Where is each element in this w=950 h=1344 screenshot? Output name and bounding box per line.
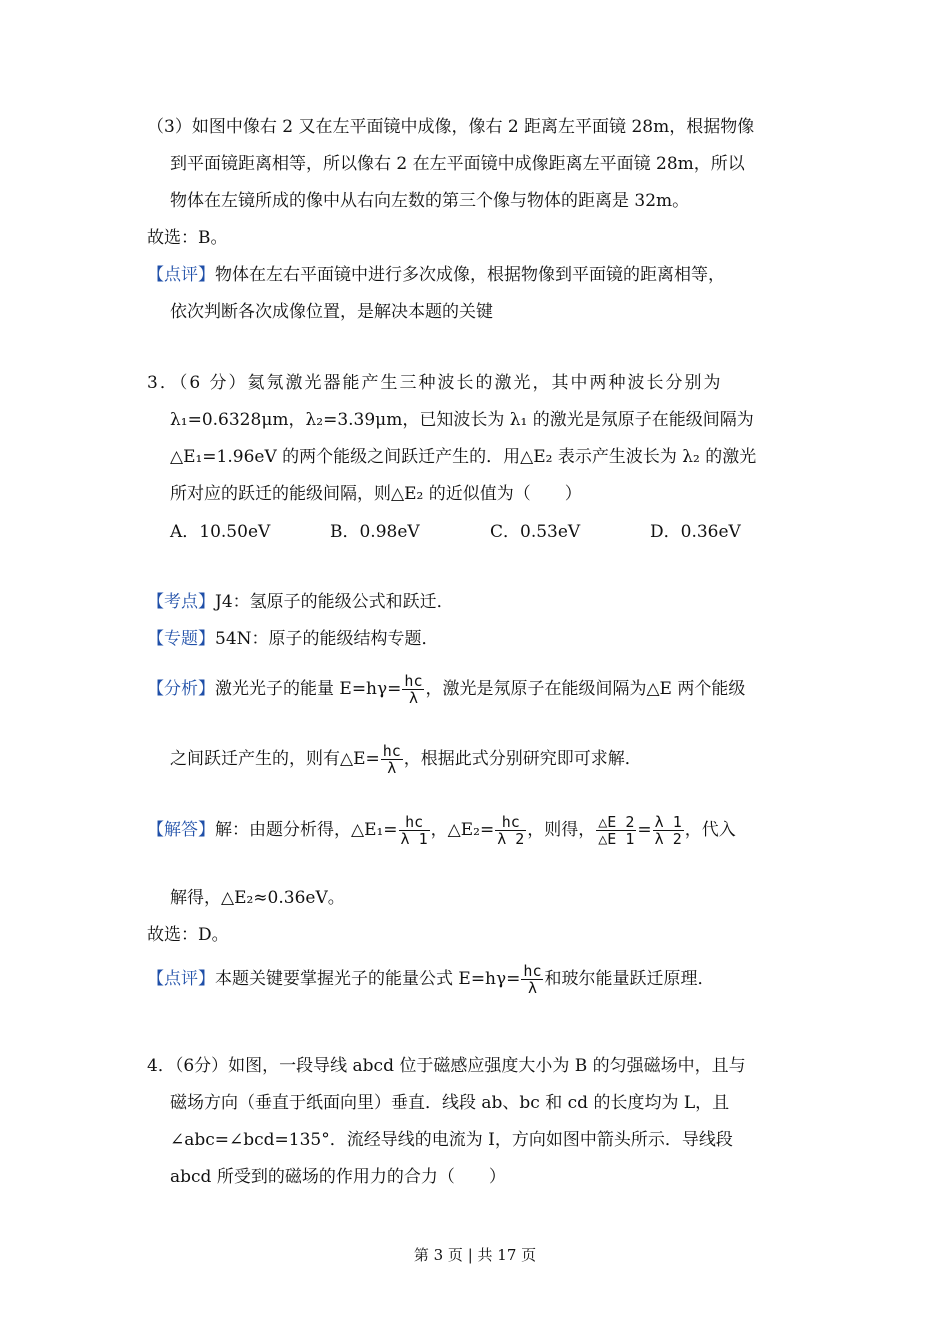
q3-stem-line-1: 3．（6 分）氦氖激光器能产生三种波长的激光，其中两种波长分别为	[147, 373, 723, 393]
q3-jieda	[147, 808, 736, 852]
fenxi-text-a: 激光光子的能量 E=hγ=	[215, 679, 402, 699]
jieda-text-b: ，△E₂=	[430, 820, 495, 840]
fraction-hc-over-lambda: $\frac{hc}{\lambda}$	[523, 962, 542, 997]
q2-solution-line-1: （3）如图中像右 2 又在左平面镜中成像，像右 2 距离左平面镜 28m，根据物像	[147, 117, 755, 137]
fenxi-text-d: ，根据此式分别研究即可求解．	[403, 749, 642, 769]
option-a: A．10.50eV	[170, 522, 271, 542]
fraction-hc-over-lambda1: $\frac{hc}{\lambda 1}$	[400, 813, 428, 848]
fraction-hc-over-lambda: $\frac{hc}{\lambda}$	[404, 672, 423, 707]
q4-stem-line-2: 磁场方向（垂直于纸面向里）垂直．线段 ab、bc 和 cd 的长度均为 L，且	[170, 1093, 730, 1113]
q3-comment-text-a: 本题关键要掌握光子的能量公式 E=hγ=	[215, 969, 521, 989]
q3-stem-line-3: △E₁=1.96eV 的两个能级之间跃迁产生的．用△E₂ 表示产生波长为 λ₂ 的激光	[170, 447, 757, 467]
fraction-dE2-over-dE1: $\frac{\triangle E 2}{\triangle E 1}$	[598, 813, 635, 848]
option-c: C．0.53eV	[490, 522, 581, 542]
q3-options	[170, 520, 810, 544]
fenxi-text-c: 之间跃迁产生的，则有△E=	[170, 749, 380, 769]
q3-zhuanti	[147, 627, 439, 651]
comment-tag: 【点评】	[147, 969, 215, 989]
comment-tag: 【点评】	[147, 265, 215, 285]
kaodian-tag: 【考点】	[147, 592, 215, 612]
fraction-hc-over-lambda2: $\frac{hc}{\lambda 2}$	[497, 813, 525, 848]
q3-answer: 故选：D。	[147, 925, 229, 945]
q4-stem-line-3: ∠abc=∠bcd=135°．流经导线的电流为 I，方向如图中箭头所示．导线段	[170, 1130, 733, 1150]
option-d: D．0.36eV	[650, 522, 741, 542]
option-b: B．0.98eV	[330, 522, 420, 542]
q2-solution-line-3: 物体在左镜所成的像中从右向左数的第三个像与物体的距离是 32m。	[170, 191, 690, 211]
q3-jieda-line-2: 解得，△E₂≈0.36eV。	[170, 888, 345, 908]
q2-comment-line-2: 依次判断各次成像位置，是解决本题的关键	[170, 302, 493, 322]
q3-comment-text-b: 和玻尔能量跃迁原理．	[544, 969, 715, 989]
zhuanti-tag: 【专题】	[147, 629, 215, 649]
q3-stem-line-2: λ₁=0.6328μm，λ₂=3.39μm，已知波长为 λ₁ 的激光是氖原子在能级间隔为	[170, 410, 754, 430]
jieda-text-a: 解：由题分析得，△E₁=	[215, 820, 398, 840]
fenxi-tag: 【分析】	[147, 679, 215, 699]
q3-kaodian	[147, 590, 454, 614]
jieda-tag: 【解答】	[147, 820, 215, 840]
zhuanti-text: 54N：原子的能级结构专题．	[215, 629, 439, 649]
page-footer: 第 3 页 | 共 17 页	[413, 1246, 537, 1264]
q3-stem-line-4: 所对应的跃迁的能级间隔，则△E₂ 的近似值为（ ）	[170, 484, 582, 504]
fraction-hc-over-lambda: $\frac{hc}{\lambda}$	[382, 742, 401, 777]
kaodian-text: J4：氢原子的能级公式和跃迁．	[215, 592, 454, 612]
q3-fenxi	[147, 670, 745, 708]
q4-stem-line-1: 4．（6分）如图，一段导线 abcd 位于磁感应强度大小为 B 的匀强磁场中，且与	[147, 1056, 746, 1076]
q2-solution-line-2: 到平面镜距离相等，所以像右 2 在左平面镜中成像距离左平面镜 28m，所以	[170, 154, 745, 174]
fenxi-text-b: ，激光是氖原子在能级间隔为△E 两个能级	[425, 679, 746, 699]
jieda-equals: =	[637, 820, 652, 840]
q3-comment	[147, 960, 714, 998]
jieda-text-e: ，代入	[684, 820, 736, 840]
q4-stem-line-4: abcd 所受到的磁场的作用力的合力（ ）	[170, 1167, 506, 1187]
q3-fenxi-line-2	[170, 740, 642, 778]
q2-answer: 故选：B。	[147, 228, 228, 248]
fraction-lambda1-over-lambda2: $\frac{\lambda 1}{\lambda 2}$	[654, 813, 682, 848]
q2-comment-text: 物体在左右平面镜中进行多次成像，根据物像到平面镜的距离相等，	[215, 265, 725, 285]
q2-comment	[147, 263, 725, 287]
jieda-text-c: ，则得，	[527, 820, 596, 840]
